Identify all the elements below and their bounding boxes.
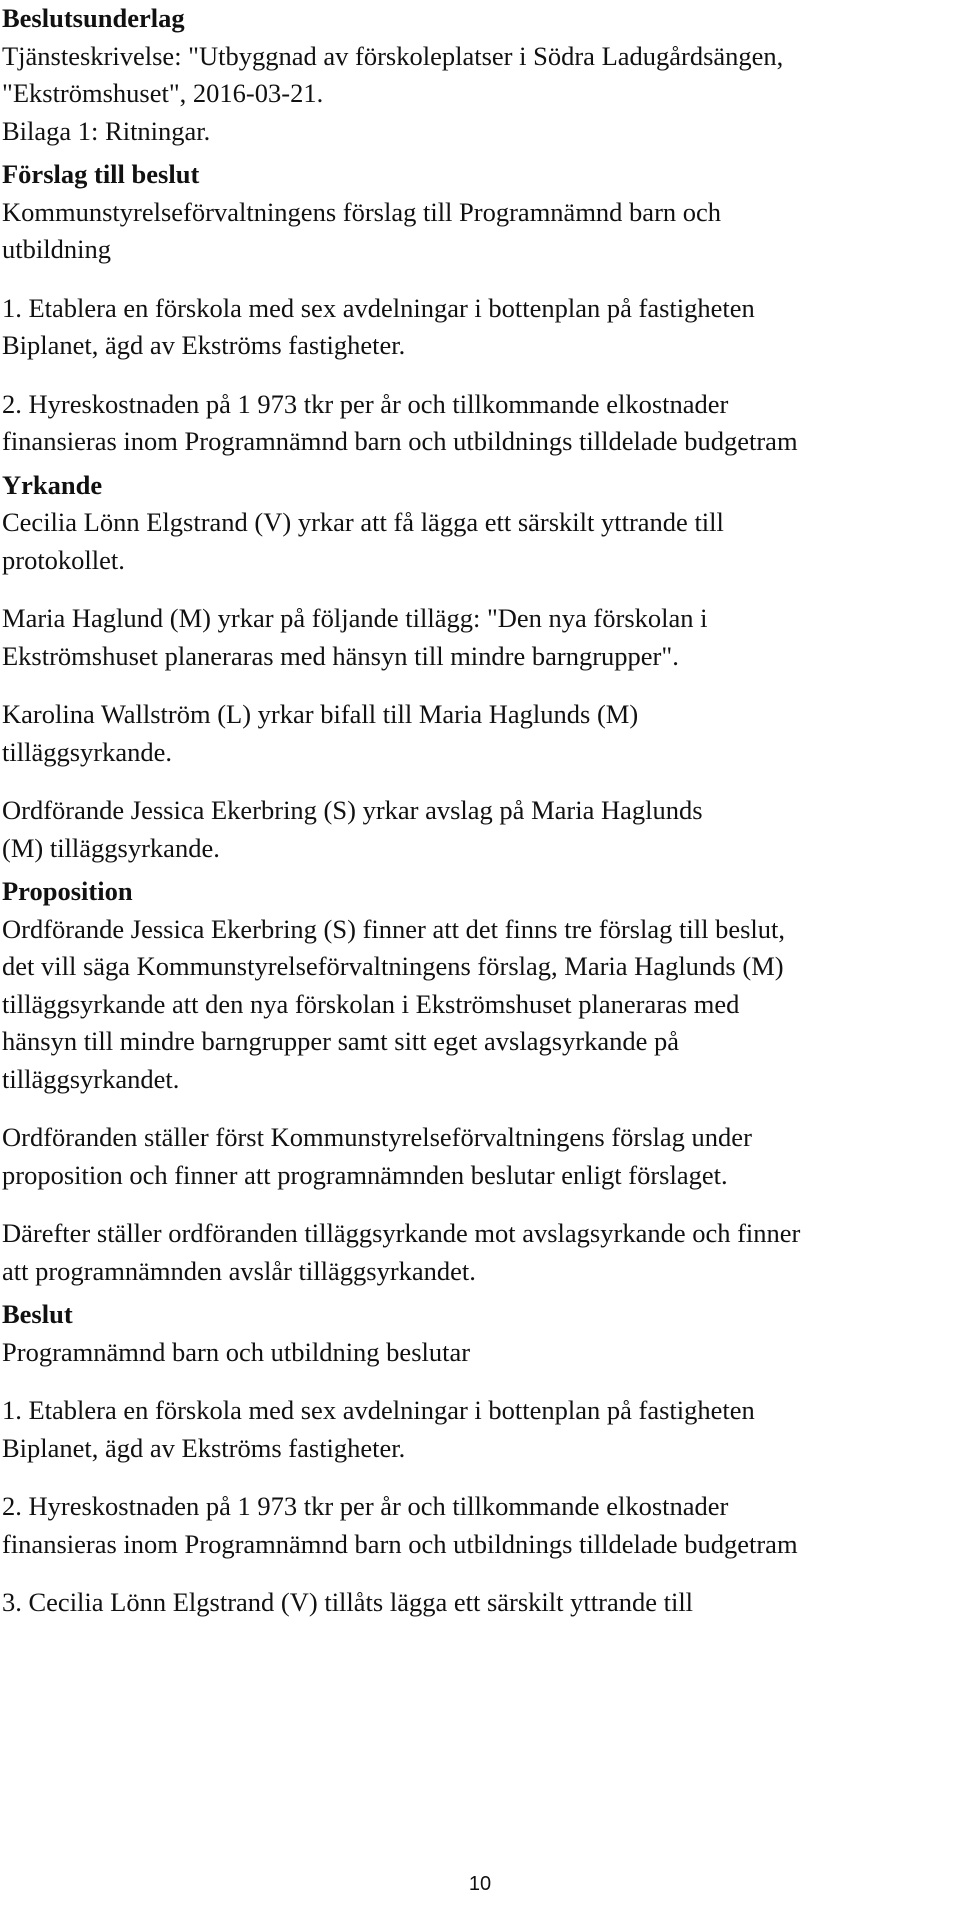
decision-item-1 — [2, 1392, 948, 1467]
proposal-item-1 — [2, 290, 948, 365]
section-beslut — [2, 1296, 948, 1371]
text-line: utbildning — [2, 234, 111, 264]
text-line: tilläggsyrkande att den nya förskolan i Ekströmshuset planeraras med — [2, 988, 740, 1019]
section-beslutsunderlag — [2, 0, 948, 150]
text-line: protokollet. — [2, 544, 125, 575]
text-line: Biplanet, ägd av Ekströms fastigheter. — [2, 1432, 406, 1463]
text-line: (M) tilläggsyrkande. — [2, 832, 220, 863]
proposition-paragraph-3 — [2, 1215, 948, 1290]
section-yrkande — [2, 467, 948, 580]
text-line: 1. Etablera en förskola med sex avdelningar i bottenplan på fastigheten — [2, 292, 755, 323]
text-line: finansieras inom Programnämnd barn och utbildnings tilldelade budgetram — [2, 426, 798, 456]
text-line: Biplanet, ägd av Ekströms fastigheter. — [2, 330, 406, 360]
text-line: det vill säga Kommunstyrelseförvaltningens förslag, Maria Haglunds (M) — [2, 951, 784, 981]
section-heading: Förslag till beslut — [2, 159, 200, 189]
text-line: Cecilia Lönn Elgstrand (V) yrkar att få lägga ett särskilt yttrande till — [2, 507, 724, 537]
text-line: att programnämnden avslår tilläggsyrkandet. — [2, 1255, 476, 1286]
text-line: 1. Etablera en förskola med sex avdelningar i bottenplan på fastigheten — [2, 1395, 755, 1425]
page-number: 10 — [468, 1873, 492, 1895]
text-line: Bilaga 1: Ritningar. — [2, 115, 211, 146]
section-proposition — [2, 873, 948, 1098]
yrkande-paragraph-3 — [2, 696, 948, 771]
text-line: 2. Hyreskostnaden på 1 973 tkr per år och tillkommande elkostnader — [2, 388, 729, 419]
yrkande-paragraph-2 — [2, 600, 948, 675]
text-line: hänsyn till mindre barngrupper samt sitt eget avslagsyrkande på — [2, 1026, 680, 1056]
text-line: "Ekströmshuset", 2016-03-21. — [2, 78, 324, 108]
text-line: Därefter ställer ordföranden tilläggsyrkande mot avslagsyrkande och finner — [2, 1218, 801, 1248]
text-line: Programnämnd barn och utbildning beslutar — [2, 1336, 471, 1367]
text-line: Ordförande Jessica Ekerbring (S) yrkar avslag på Maria Haglunds — [2, 795, 703, 825]
text-line: Karolina Wallström (L) yrkar bifall till Maria Haglunds (M) — [2, 699, 639, 729]
text-line: Kommunstyrelseförvaltningens förslag till Programnämnd barn och — [2, 196, 722, 227]
text-line: Tjänsteskrivelse: "Utbyggnad av förskoleplatser i Södra Ladugårdsängen, — [2, 40, 784, 71]
text-line: finansieras inom Programnämnd barn och utbildnings tilldelade budgetram — [2, 1528, 798, 1559]
section-heading: Proposition — [2, 876, 133, 906]
proposition-paragraph-2 — [2, 1119, 948, 1194]
section-heading: Beslutsunderlag — [2, 3, 185, 33]
text-line: tilläggsyrkande. — [2, 736, 172, 767]
text-line: tilläggsyrkandet. — [2, 1063, 180, 1094]
proposal-item-2 — [2, 386, 948, 461]
section-heading: Yrkande — [2, 469, 103, 500]
section-heading: Beslut — [2, 1299, 73, 1329]
yrkande-paragraph-4 — [2, 792, 948, 867]
text-line: 2. Hyreskostnaden på 1 973 tkr per år och tillkommande elkostnader — [2, 1491, 729, 1521]
text-line: 3. Cecilia Lönn Elgstrand (V) tillåts lägga ett särskilt yttrande till — [2, 1587, 694, 1617]
decision-item-3 — [2, 1584, 948, 1622]
text-line: proposition och finner att programnämnden beslutar enligt förslaget. — [2, 1159, 728, 1190]
text-line: Ekströmshuset planeraras med hänsyn till mindre barngrupper". — [2, 640, 679, 671]
decision-item-2 — [2, 1488, 948, 1563]
section-forslag-till-beslut — [2, 156, 948, 269]
text-line: Ordförande Jessica Ekerbring (S) finner att det finns tre förslag till beslut, — [2, 913, 785, 944]
text-line: Maria Haglund (M) yrkar på följande tillägg: "Den nya förskolan i — [2, 603, 708, 633]
text-line: Ordföranden ställer först Kommunstyrelseförvaltningens förslag under — [2, 1122, 752, 1152]
